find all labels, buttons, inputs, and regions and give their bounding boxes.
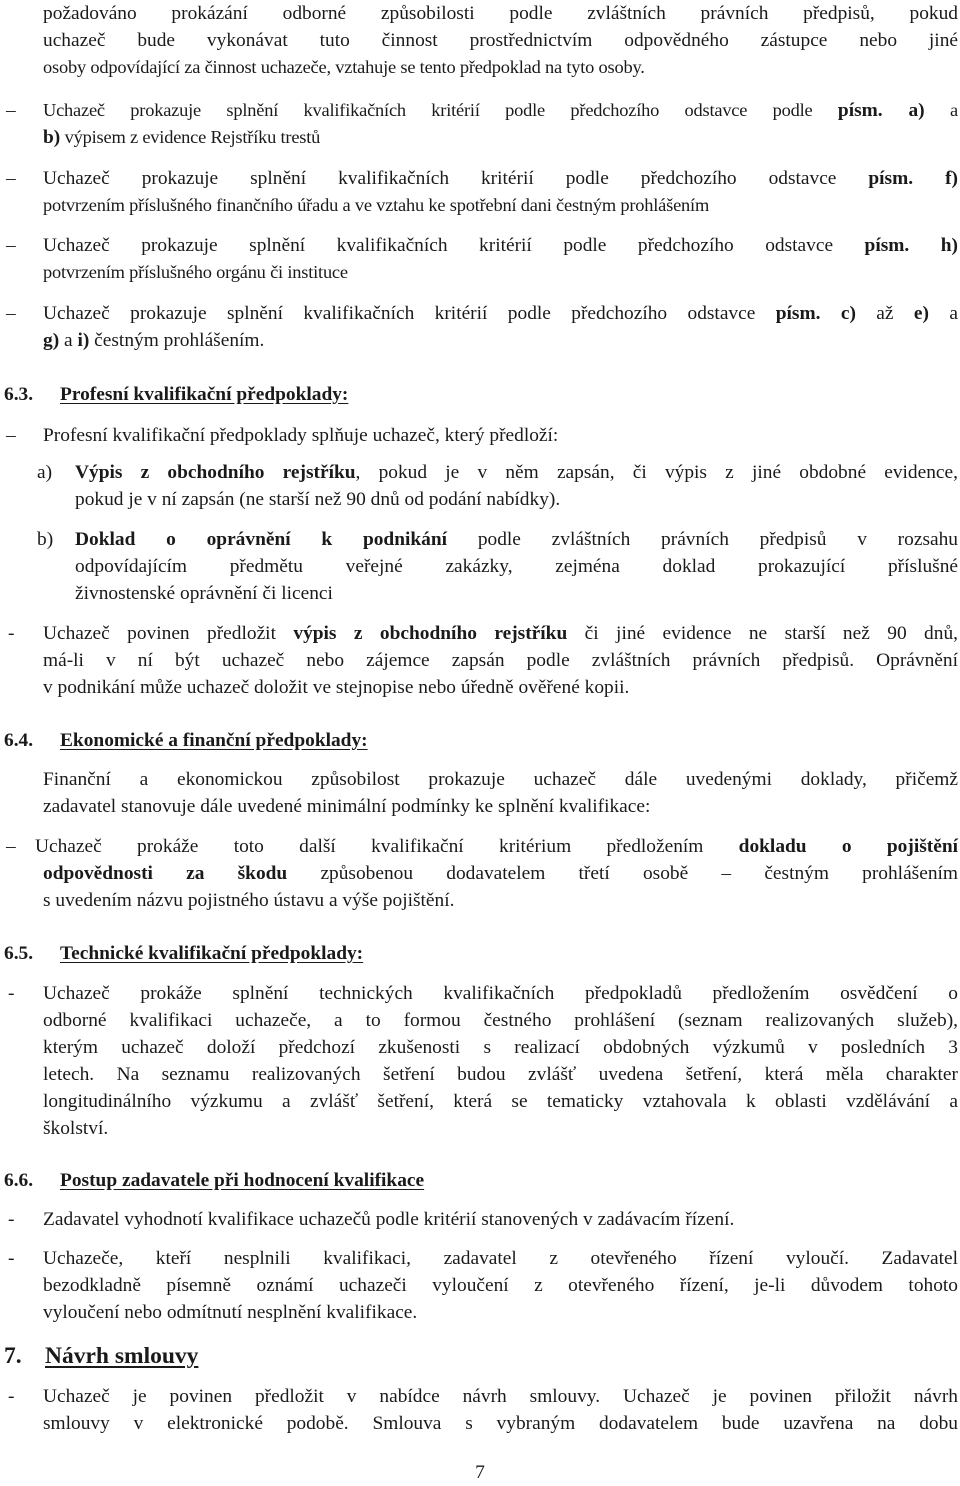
list-marker: – [6,836,16,857]
list-marker: - [8,1386,15,1407]
bold-text: odpovědnosti za škodu [43,863,288,884]
text-run: Uchazeč prokáže toto další kvalifikační kritérium předložením [35,836,739,857]
text-line [43,300,958,327]
text-line [75,459,958,486]
heading-6-3 [4,381,348,408]
text-line [43,1410,958,1437]
text-line [75,486,958,513]
bold-text: Výpis z obchodního rejstříku [75,462,356,483]
bold-text: písm. a) [837,100,925,121]
section-number: 6.4. [4,730,34,751]
text-line [43,27,958,54]
text-run: Profesní kvalifikační předpoklady splňuje uchazeč, který předloží: [43,425,559,446]
text-run: s uvedením názvu pojistného ústavu a výše pojištění. [43,890,455,911]
list-marker: – [6,168,16,189]
text-line [43,1061,958,1088]
text-line [43,1115,958,1142]
text-run: a [924,100,959,120]
text-run: vyloučení nebo odmítnutí nesplnění kvalifikace. [43,1302,418,1323]
text-line [43,124,958,151]
text-line [43,1206,958,1233]
text-line [43,192,958,219]
text-line [43,887,958,914]
section-number: 6.6. [4,1170,34,1191]
text-run: Uchazeče, kteří nesplnili kvalifikaci, zadavatel z otevřeného řízení vyloučí. Zadavatel [43,1248,958,1269]
text-line [75,553,958,580]
text-line [43,620,958,647]
bold-text: výpis z obchodního rejstříku [293,623,568,644]
text-line [43,1245,958,1272]
bold-text: b) [43,127,61,148]
text-run: potvrzením příslušného finančního úřadu a ve vztahu ke spotřební dani čestným prohlášením [43,195,710,215]
list-marker: – [6,100,16,121]
text-line [43,1299,958,1326]
bold-text: písm. h) [864,235,958,256]
text-run: školství. [43,1118,109,1139]
heading-6-5 [4,940,363,967]
text-run: kterým uchazeč doloží předchozí zkušenosti s realizací obdobných výzkumů v posledních 3 [43,1037,958,1058]
text-line [43,1034,958,1061]
text-line [43,1272,958,1299]
text-run: smlouvy v elektronické podobě. Smlouva s vybraným dodavatelem bude uzavřena na dobu [43,1413,958,1434]
text-line [43,674,958,701]
text-run: Uchazeč prokazuje splnění kvalifikačních kritérií podle předchozího odstavce [43,303,776,324]
text-line [43,860,958,887]
text-line [43,327,958,354]
list-marker: b) [37,529,54,550]
text-line [43,422,958,449]
text-line [43,54,958,81]
page-number: 7 [475,1462,485,1483]
text-run: Uchazeč prokazuje splnění kvalifikačních kritérií podle předchozího odstavce podle [43,100,838,120]
text-line [43,1383,958,1410]
text-run: letech. Na seznamu realizovaných šetření budou zvlášť uvedena šetření, která měla charakter [43,1064,958,1085]
text-run: longitudinálního výzkumu a zvlášť šetření, která se tematicky vztahovala k oblasti vzdělávání a [43,1091,958,1112]
text-run: podle zvláštních právních předpisů v rozsahu [447,529,958,550]
text-run: způsobenou dodavatelem třetí osobě – čestným prohlášením [287,863,958,884]
list-marker: - [8,983,15,1004]
text-line [43,766,958,793]
text-run: má-li v ní být uchazeč nebo zájemce zapsán podle zvláštních právních předpisů. Oprávnění [43,650,958,671]
text-line [43,980,958,1007]
bold-text: g) [43,330,60,351]
text-run: uchazeč bude vykonávat tuto činnost prostřednictvím odpovědného zástupce nebo jiné [43,30,958,51]
heading-6-4 [4,727,368,754]
bold-text: e) [913,303,929,324]
bold-text: písm. c) [775,303,856,324]
section-title: Technické kvalifikační předpoklady: [60,943,364,964]
section-number: 6.5. [4,943,34,964]
text-run: odpovídajícím předmětu veřejné zakázky, zejména doklad prokazující příslušné [75,556,958,577]
text-run: potvrzením příslušného orgánu či instituce [43,262,348,282]
section-number: 6.3. [4,384,34,405]
text-line [43,1088,958,1115]
text-run: v podnikání může uchazeč doložit ve stejnopise nebo úředně ověřené kopii. [43,677,630,698]
text-line [75,526,958,553]
text-run: , pokud je v něm zapsán, či výpis z jiné obdobné evidence, [355,462,958,483]
list-marker: – [6,425,16,446]
text-line [43,647,958,674]
text-run: a [59,330,78,351]
heading-7 [4,1341,198,1371]
bold-text: písm. f) [868,168,958,189]
text-line [43,1007,958,1034]
section-title: Návrh smlouvy [45,1343,199,1369]
section-title: Profesní kvalifikační předpoklady: [60,384,349,405]
list-marker: - [8,1209,15,1230]
section-title: Ekonomické a finanční předpoklady: [60,730,368,751]
text-line [43,0,958,27]
section-number: 7. [4,1343,22,1369]
text-run: Uchazeč prokazuje splnění kvalifikačních kritérií podle předchozího odstavce [43,168,869,189]
text-run: Uchazeč prokazuje splnění kvalifikačních kritérií podle předchozího odstavce [43,235,865,256]
text-run: až [855,303,914,324]
text-run: osoby odpovídající za činnost uchazeče, vztahuje se tento předpoklad na tyto osoby. [43,57,645,77]
section-title: Postup zadavatele při hodnocení kvalifikace [60,1170,425,1191]
text-run: požadováno prokázání odborné způsobilosti podle zvláštních právních předpisů, pokud [43,3,958,24]
text-run: a [928,303,958,324]
text-line [75,580,958,607]
text-run: zadavatel stanovuje dále uvedené minimální podmínky ke splnění kvalifikace: [43,796,651,817]
text-line [43,165,958,192]
text-line [43,232,958,259]
text-run: Finanční a ekonomickou způsobilost prokazuje uchazeč dále uvedenými doklady, přičemž [43,769,958,790]
list-marker: - [8,623,15,644]
text-run: výpisem z evidence Rejstříku trestů [60,127,321,147]
text-run: bezodkladně písemně oznámí uchazeči vyloučení z otevřeného řízení, je-li důvodem tohoto [43,1275,958,1296]
list-marker: – [6,235,16,256]
text-run: čestným prohlášením. [89,330,265,351]
text-run: Uchazeč povinen předložit [43,623,294,644]
text-run: Uchazeč prokáže splnění technických kvalifikačních předpokladů předložením osvědčení o [43,983,958,1004]
bold-text: i) [77,330,90,351]
bold-text: Doklad o oprávnění k podnikání [75,529,448,550]
text-run: pokud je v ní zapsán (ne starší než 90 dnů od podání nabídky). [75,489,561,510]
heading-6-6 [4,1167,424,1194]
bold-text: dokladu o pojištění [738,836,958,857]
text-run: odborné kvalifikaci uchazeče, a to formou čestného prohlášení (seznam realizovaných služeb), [43,1010,958,1031]
list-marker: – [6,303,16,324]
list-marker: - [8,1248,15,1269]
text-run: Uchazeč je povinen předložit v nabídce návrh smlouvy. Uchazeč je povinen přiložit návrh [43,1386,958,1407]
text-run: či jiné evidence ne starší než 90 dnů, [567,623,958,644]
list-marker: a) [37,462,53,483]
text-line [43,259,958,286]
text-run: Zadavatel vyhodnotí kvalifikace uchazečů podle kritérií stanovených v zadávacím řízení. [43,1209,735,1230]
text-line [43,97,958,124]
text-run: živnostenské oprávnění či licenci [75,583,333,604]
text-line [43,793,958,820]
text-line [35,833,958,860]
